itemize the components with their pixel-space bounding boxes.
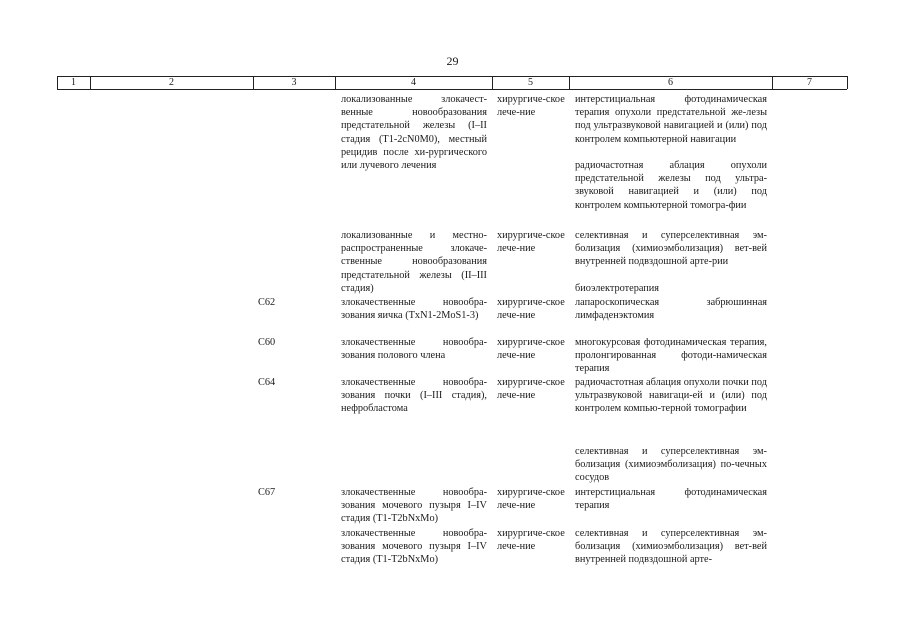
icd-code: C62: [258, 297, 276, 308]
method-cell: радиочастотная аблация опухоли почки под ультразвуковой навигаци-ей и (или) под контролем компью-терной томографии: [575, 377, 767, 415]
icd-code: C60: [258, 337, 276, 348]
method-cell: селективная и суперселективная эм-болизация (химиоэмболизация) по-чечных сосудов: [575, 446, 767, 484]
treatment-type-cell: хирургиче-ское лече-ние: [497, 337, 565, 362]
icd-code: C67: [258, 487, 276, 498]
column-number: 6: [668, 77, 673, 88]
method-cell: интерстициальная фотодинамическая терапия опухоли предстательной же-лезы под ультразвуковой навигацией и (или) под контролем компьютерной навигации: [575, 94, 767, 145]
column-number: 1: [71, 77, 76, 88]
method-cell: интерстициальная фотодинамическая терапия: [575, 487, 767, 512]
method-cell: лапароскопическая забрюшинная лимфаденэктомия: [575, 297, 767, 322]
method-cell: многокурсовая фотодинамическая терапия, пролонгированная фотоди-намическая терапия: [575, 337, 767, 375]
method-cell: селективная и суперселективная эм-болизация (химиоэмболизация) вет-вей внутренней подвздошной арте-рии: [575, 230, 767, 268]
method-cell: селективная и суперселективная эм-болизация (химиоэмболизация) вет-вей внутренней подвздошной арте-: [575, 528, 767, 566]
treatment-type-cell: хирургиче-ское лече-ние: [497, 297, 565, 322]
page-number: 29: [446, 54, 459, 68]
diagnosis-cell: злокачественные новообра-зования почки (I–III стадия), нефробластома: [341, 377, 487, 415]
column-number: 3: [291, 77, 297, 88]
treatment-type-cell: хирургиче-ское лече-ние: [497, 230, 565, 255]
treatment-type-cell: хирургиче-ское лече-ние: [497, 377, 565, 402]
treatment-type-cell: хирургиче-ское лече-ние: [497, 94, 565, 119]
diagnosis-cell: локализованные и местно-распространенные злокаче-ственные новообразования предстательной железы (II–III стадия): [341, 230, 487, 294]
column-number: 5: [528, 77, 533, 88]
column-number: 4: [411, 77, 416, 88]
diagnosis-cell: локализованные злокачест-венные новообразования предстательной железы (I–II стадия (T1-2cN0M0), местный рецидив после хи-рургического или лучевого лечения: [341, 94, 487, 172]
treatment-type-cell: хирургиче-ское лече-ние: [497, 487, 565, 512]
treatment-type-cell: хирургиче-ское лече-ние: [497, 528, 565, 553]
column-number: 7: [807, 77, 812, 88]
column-divider: [847, 76, 848, 89]
diagnosis-cell: злокачественные новообра-зования полового члена: [341, 337, 487, 362]
method-cell: радиочастотная аблация опухоли предстательной железы под ультра-звуковой навигацией и (или) под контролем компьютерной томогра-фии: [575, 160, 767, 211]
diagnosis-cell: злокачественные новообра-зования яичка (TxN1-2MoS1-3): [341, 297, 487, 322]
icd-code: C64: [258, 377, 276, 388]
table-header-bottom-rule: [57, 89, 847, 90]
diagnosis-cell: злокачественные новообра-зования мочевого пузыря I–IV стадия (T1-T2bNxMo): [341, 487, 487, 525]
method-cell: биоэлектротерапия: [575, 283, 660, 294]
diagnosis-cell: злокачественные новообра-зования мочевого пузыря I–IV стадия (T1-T2bNxMo): [341, 528, 487, 566]
column-number: 2: [169, 77, 174, 88]
